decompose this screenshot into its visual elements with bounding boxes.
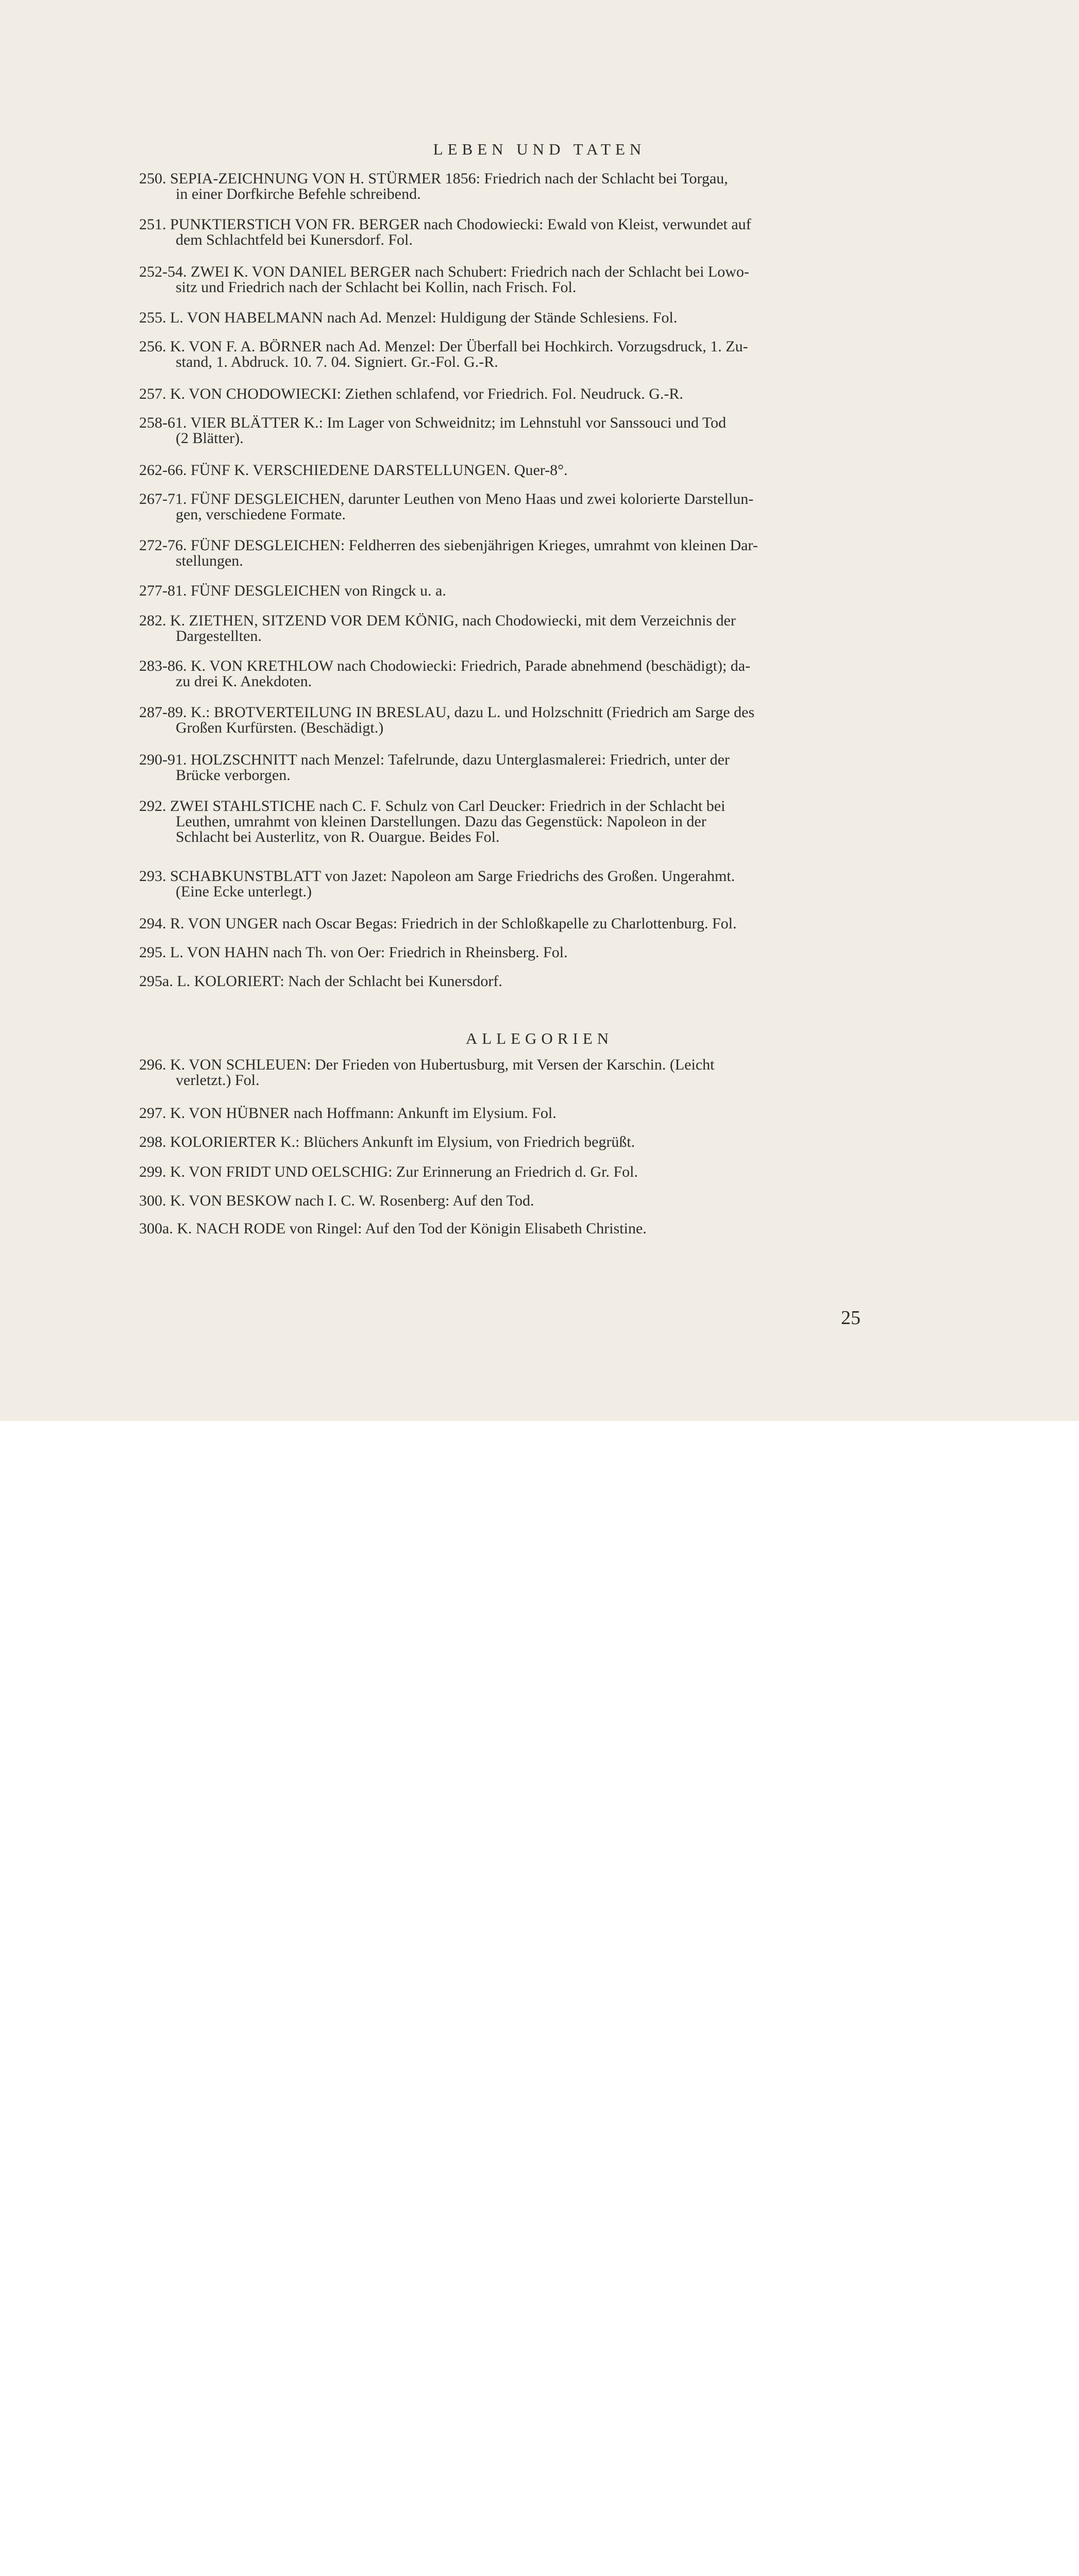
- entry-text-continuation: dem Schlachtfeld bei Kunersdorf. Fol.: [176, 231, 413, 248]
- entry-number: 258-61.: [139, 414, 187, 431]
- entry-text-continuation: stellungen.: [176, 552, 243, 569]
- entry-text: SCHABKUNSTBLATT von Jazet: Napoleon am Sarge Friedrichs des Großen. Ungerahmt.: [170, 868, 735, 885]
- entry-text: SEPIA-ZEICHNUNG VON H. STÜRMER 1856: Friedrich nach der Schlacht bei Torgau,: [170, 170, 728, 187]
- entry-text: K. VON CHODOWIECKI: Ziethen schlafend, vor Friedrich. Fol. Neudruck. G.-R.: [170, 385, 683, 402]
- entry-text-continuation: Schlacht bei Austerlitz, von R. Ouargue. Beides Fol.: [176, 828, 500, 845]
- entry-text-continuation: gen, verschiedene Formate.: [176, 506, 346, 523]
- entry-text-continuation: Leuthen, umrahmt von kleinen Darstellungen. Dazu das Gegenstück: Napoleon in der: [176, 813, 706, 830]
- entry-text: FÜNF DESGLEICHEN von Ringck u. a.: [191, 582, 446, 599]
- entry-text-continuation: (Eine Ecke unterlegt.): [176, 883, 312, 900]
- entry-text: FÜNF DESGLEICHEN, darunter Leuthen von Meno Haas und zwei kolorierte Darstellun-: [191, 490, 754, 507]
- entry-text-continuation: stand, 1. Abdruck. 10. 7. 04. Signiert. Gr.-Fol. G.-R.: [176, 353, 498, 370]
- entry-text: L. KOLORIERT: Nach der Schlacht bei Kunersdorf.: [177, 973, 502, 990]
- entry-text-continuation: (2 Blätter).: [176, 430, 244, 447]
- entry-text: K. VON HÜBNER nach Hoffmann: Ankunft im Elysium. Fol.: [170, 1105, 557, 1122]
- entry-number: 282.: [139, 612, 166, 629]
- entry-text-continuation: in einer Dorfkirche Befehle schreibend.: [176, 185, 421, 202]
- entry-text: PUNKTIERSTICH VON FR. BERGER nach Chodowiecki: Ewald von Kleist, verwundet auf: [170, 216, 751, 233]
- entry-number: 300.: [139, 1192, 166, 1209]
- entry-text-continuation: Brücke verborgen.: [176, 767, 291, 784]
- entry-number: 290-91.: [139, 751, 187, 768]
- entry-number: 299.: [139, 1163, 166, 1180]
- entry-text: HOLZSCHNITT nach Menzel: Tafelrunde, dazu Unterglasmalerei: Friedrich, unter der: [191, 751, 730, 768]
- entry-text: K.: BROTVERTEILUNG IN BRESLAU, dazu L. und Holzschnitt (Friedrich am Sarge des: [191, 704, 755, 721]
- entry-text: ZWEI K. VON DANIEL BERGER nach Schubert: Friedrich nach der Schlacht bei Lowo-: [191, 263, 749, 280]
- entry-number: 283-86.: [139, 657, 187, 674]
- entry-text: K. NACH RODE von Ringel: Auf den Tod der Königin Elisabeth Christine.: [177, 1220, 647, 1237]
- entry-text: FÜNF K. VERSCHIEDENE DARSTELLUNGEN. Quer-8°.: [191, 462, 568, 479]
- entry-number: 296.: [139, 1056, 166, 1073]
- entry-number: 277-81.: [139, 582, 187, 599]
- entry-number: 256.: [139, 338, 166, 355]
- entry-number: 295a.: [139, 973, 173, 990]
- entry-text: L. VON HAHN nach Th. von Oer: Friedrich in Rheinsberg. Fol.: [170, 944, 568, 961]
- entry-text-continuation: Großen Kurfürsten. (Beschädigt.): [176, 719, 384, 736]
- entry-number: 297.: [139, 1105, 166, 1122]
- section-title-allegorien: ALLEGORIEN: [465, 1029, 614, 1047]
- entry-text: K. VON BESKOW nach I. C. W. Rosenberg: Auf den Tod.: [170, 1192, 534, 1209]
- entry-text: FÜNF DESGLEICHEN: Feldherren des siebenjährigen Krieges, umrahmt von kleinen Dar-: [191, 537, 758, 554]
- entry-number: 255.: [139, 309, 166, 326]
- footer-bar: [0, 1421, 1079, 1506]
- entry-text-continuation: zu drei K. Anekdoten.: [176, 673, 312, 690]
- entry-number: 300a.: [139, 1220, 173, 1237]
- page-number: 25: [841, 1307, 861, 1329]
- entry-number: 272-76.: [139, 537, 187, 554]
- entry-number: 267-71.: [139, 490, 187, 507]
- entry-number: 287-89.: [139, 704, 187, 721]
- entry-number: 293.: [139, 868, 166, 885]
- entry-text: K. VON KRETHLOW nach Chodowiecki: Friedrich, Parade abnehmend (beschädigt); da-: [191, 657, 751, 674]
- entry-text: ZWEI STAHLSTICHE nach C. F. Schulz von Carl Deucker: Friedrich in der Schlacht bei: [170, 798, 726, 815]
- entry-text: K. VON F. A. BÖRNER nach Ad. Menzel: Der Überfall bei Hochkirch. Vorzugsdruck, 1. Zu-: [170, 338, 748, 355]
- entry-number: 250.: [139, 170, 166, 187]
- entry-text: L. VON HABELMANN nach Ad. Menzel: Huldigung der Stände Schlesiens. Fol.: [170, 309, 678, 326]
- entry-text-continuation: verletzt.) Fol.: [176, 1072, 260, 1089]
- entry-text: VIER BLÄTTER K.: Im Lager von Schweidnitz; im Lehnstuhl vor Sanssouci und Tod: [190, 414, 727, 431]
- entry-number: 295.: [139, 944, 166, 961]
- entry-number: 298.: [139, 1133, 166, 1150]
- section-title-leben-und-taten: LEBEN UND TATEN: [433, 140, 646, 158]
- entry-number: 292.: [139, 798, 166, 815]
- entry-text: R. VON UNGER nach Oscar Begas: Friedrich in der Schloßkapelle zu Charlottenburg. Fol.: [170, 915, 737, 932]
- entry-number: 262-66.: [139, 462, 187, 479]
- entry-number: 251.: [139, 216, 166, 233]
- entry-text-continuation: sitz und Friedrich nach der Schlacht bei Kollin, nach Frisch. Fol.: [176, 279, 577, 296]
- entry-number: 294.: [139, 915, 166, 932]
- entry-text-continuation: Dargestellten.: [176, 628, 262, 645]
- entry-number: 257.: [139, 385, 166, 402]
- entry-number: 252-54.: [139, 263, 187, 280]
- entry-text: K. VON SCHLEUEN: Der Frieden von Hubertusburg, mit Versen der Karschin. (Leicht: [170, 1056, 715, 1073]
- entry-text: K. VON FRIDT UND OELSCHIG: Zur Erinnerung an Friedrich d. Gr. Fol.: [170, 1163, 638, 1180]
- entry-text: KOLORIERTER K.: Blüchers Ankunft im Elysium, von Friedrich begrüßt.: [170, 1133, 635, 1150]
- entry-text: K. ZIETHEN, SITZEND VOR DEM KÖNIG, nach Chodowiecki, mit dem Verzeichnis der: [170, 612, 736, 629]
